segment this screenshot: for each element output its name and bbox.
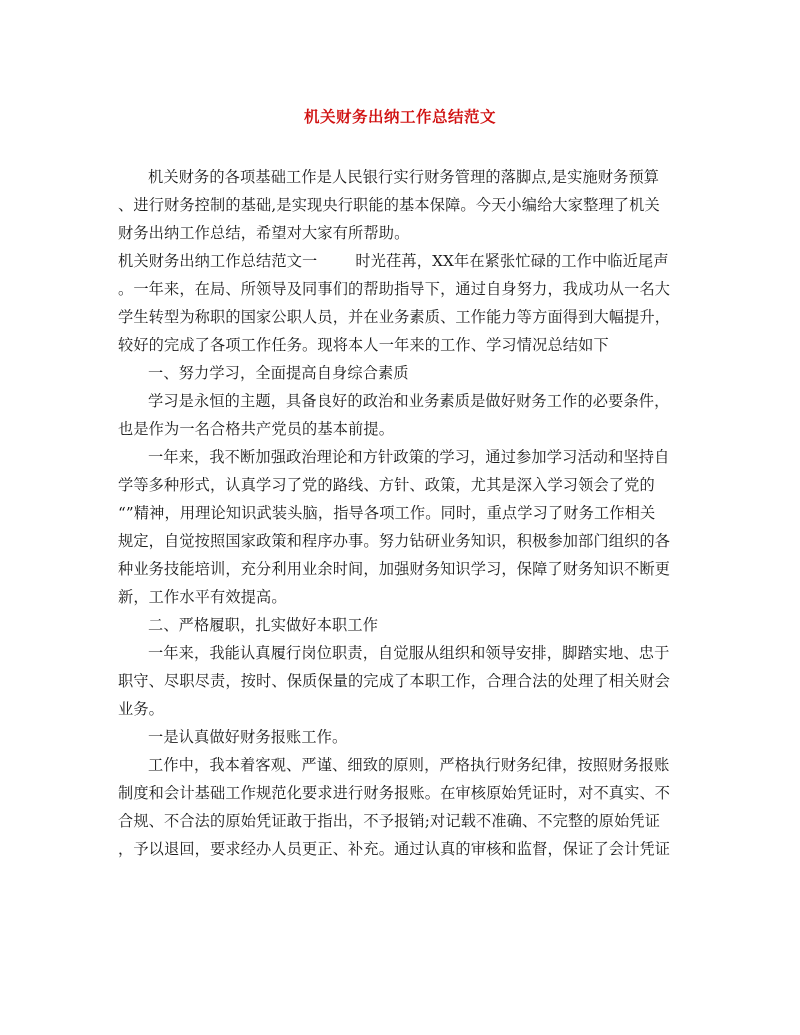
paragraph-line: 新，工作水平有效提高。 [118,588,287,606]
paragraph-line: 种业务技能培训，充分利用业余时间，加强财务知识学习，保障了财务知识不断更 [118,560,671,578]
paragraph-line: 一年来，我不断加强政治理论和方针政策的学习，通过参加学习活动和坚持自 [148,448,670,466]
paragraph-line: 制度和会计基础工作规范化要求进行财务报账。在审核原始凭证时，对不真实、不 [118,784,671,802]
paragraph-line: 规定，自觉按照国家政策和程序办事。努力钻研业务知识，积极参加部门组织的各 [118,532,671,550]
paragraph-line: 业务。 [118,700,165,718]
paragraph-text: 时光荏苒，XX年在紧张忙碌的工作中临近尾声 [355,252,669,270]
paragraph-line: 学生转型为称职的国家公职人员，并在业务素质、工作能力等方面得到大幅提升， [118,308,671,326]
document-title: 机关财务出纳工作总结范文 [303,107,496,126]
paragraph-line: 学习是永恒的主题，具备良好的政治和业务素质是做好财务工作的必要条件， [148,392,670,410]
paragraph-line: 职守、尽职尽责，按时、保质保量的完成了本职工作，合理合法的处理了相关财会 [118,672,671,690]
paragraph-line: 。一年来，在局、所领导及同事们的帮助指导下，通过自身努力，我成功从一名大 [118,280,671,298]
paragraph-line: ，予以退回，要求经办人员更正、补充。通过认真的审核和监督，保证了会计凭证 [118,840,671,858]
paragraph-line: 财务出纳工作总结，希望对大家有所帮助。 [118,224,410,242]
paragraph-line: 一年来，我能认真履行岗位职责，自觉服从组织和领导安排，脚踏实地、忠于 [148,644,670,662]
paragraph-line: 合规、不合法的原始凭证敢于指出，不予报销;对记载不准确、不完整的原始凭证 [118,812,661,830]
paragraph-line: 、进行财务控制的基础,是实现央行职能的基本保障。今天小编给大家整理了机关 [118,196,660,214]
section-heading: 机关财务出纳工作总结范文一 [118,252,318,270]
paragraph-line: 学等多种形式，认真学习了党的路线、方针、政策，尤其是深入学习领会了党的 [118,476,655,494]
paragraph-line: 较好的完成了各项工作任务。现将本人一年来的工作、学习情况总结如下 [118,336,609,354]
paragraph-line: “”精神，用理论知识武装头脑，指导各项工作。同时，重点学习了财务工作相关 [118,504,656,522]
section-heading-line [118,250,669,272]
section-heading: 一、努力学习，全面提高自身综合素质 [148,364,409,382]
paragraph-line: 机关财务的各项基础工作是人民银行实行财务管理的落脚点,是实施财务预算 [148,168,660,186]
paragraph-line: 也是作为一名合格共产党员的基本前提。 [118,420,395,438]
section-heading: 二、严格履职，扎实做好本职工作 [148,616,379,634]
paragraph-line: 一是认真做好财务报账工作。 [148,728,348,746]
paragraph-line: 工作中，我本着客观、严谨、细致的原则，严格执行财务纪律，按照财务报账 [148,756,670,774]
